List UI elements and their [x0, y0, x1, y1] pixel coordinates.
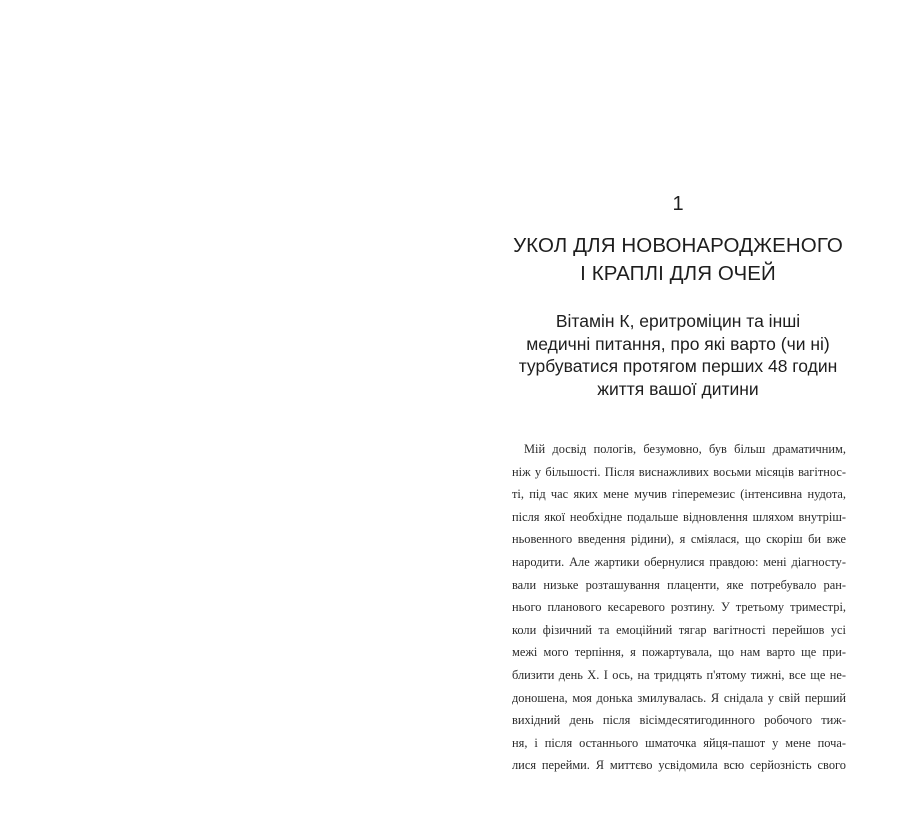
body-line: коли фізичний та емоційний тягар вагітності перейшов усі [512, 622, 846, 637]
body-line: лися перейми. Я миттєво усвідомила всю серйозність свого [512, 758, 846, 773]
body-line: вихідний день після вісімдесятигодинного робочого тиж- [512, 713, 846, 728]
body-line: ті, під час яких мене мучив гіперемезис (інтенсивна нудота, [512, 487, 846, 502]
chapter-title [450, 232, 900, 288]
body-line: доношена, моя донька змилувалась. Я снідала у свій перший [512, 690, 846, 705]
chapter-title-line: УКОЛ ДЛЯ НОВОНАРОДЖЕНОГО [513, 234, 843, 257]
body-line: нього планового кесаревого розтину. У третьому триместрі, [512, 600, 846, 615]
chapter-subtitle-line: життя вашої дитини [597, 378, 759, 399]
body-line: вали низьке розташування плаценти, яке потребувало ран- [512, 577, 846, 592]
body-line: народити. Але жартики обернулися правдою: мені діагносту- [512, 554, 846, 569]
body-line: ня, і після останнього шматочка яйця-пашот у мене поча- [512, 735, 846, 750]
chapter-subtitle [450, 310, 900, 400]
chapter-subtitle-line: турбуватися протягом перших 48 годин [518, 356, 838, 376]
chapter-subtitle-line: медичні питання, про які варто (чи ні) [526, 333, 830, 354]
chapter-subtitle-line: Вітамін К, еритроміцин та інші [555, 311, 801, 331]
body-line: Мій досвід пологів, безумовно, був більш драматичним, [524, 442, 846, 456]
body-line: близити день Х. І ось, на тридцять п'ятому тижні, все ще не- [512, 667, 846, 682]
body-line: після якої необхідне подальше відновлення шляхом внутріш- [512, 509, 846, 524]
body-paragraph [512, 438, 846, 777]
body-line: ніж у більшості. Після виснажливих восьми місяців вагітнос- [512, 464, 846, 479]
chapter-number: 1 [672, 193, 684, 215]
chapter-title-line: І КРАПЛІ ДЛЯ ОЧЕЙ [580, 262, 776, 285]
body-line: межі мого терпіння, я пожартувала, що нам варто ще при- [512, 645, 846, 660]
body-line: ньовенного введення рідини), я сміялася, що скоріш би вже [512, 532, 846, 547]
